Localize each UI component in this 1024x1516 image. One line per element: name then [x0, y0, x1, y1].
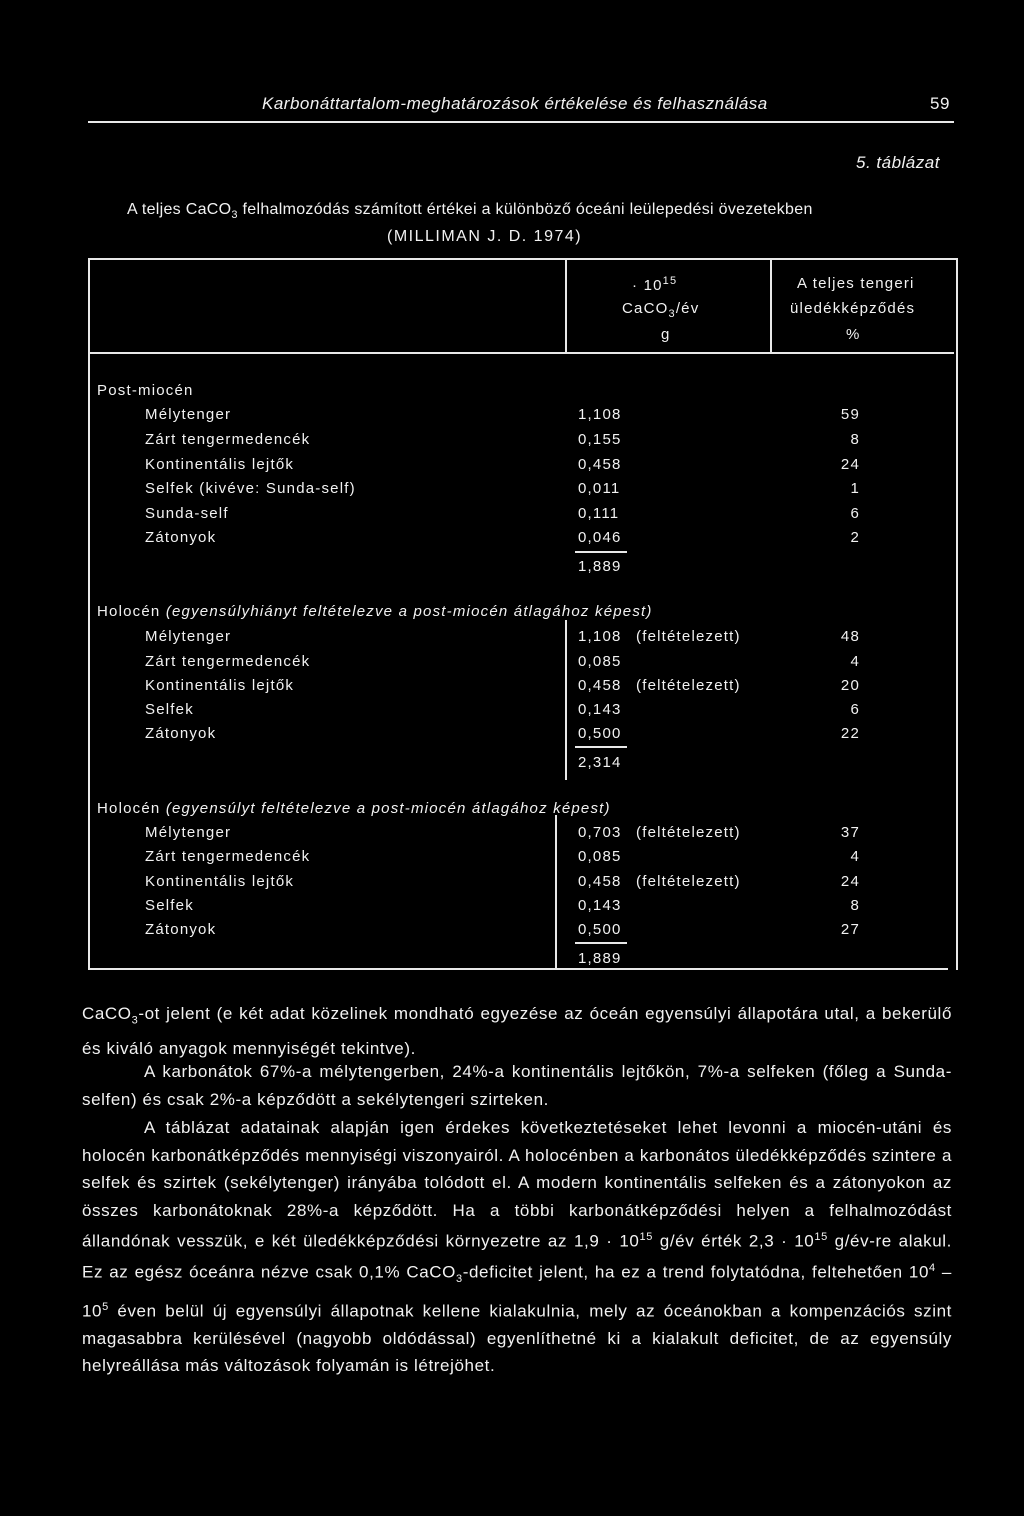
row-name: Mélytenger [145, 628, 232, 645]
row-percent: 8 [850, 897, 860, 914]
row-value: 0,143 [578, 701, 622, 718]
p3-c: g/év-re alakul. Ez az egész óceánra nézve csak 0,1% CaCO [82, 1231, 952, 1282]
table-header-rule [88, 352, 954, 354]
col-divider-2 [770, 258, 772, 352]
row-name: Kontinentális lejtők [145, 873, 295, 890]
row-percent: 4 [850, 653, 860, 670]
row-value: 0,085 [578, 848, 622, 865]
col-divider-1 [565, 258, 567, 352]
row-name: Zárt tengermedencék [145, 848, 311, 865]
row-qualifier: (feltételezett) [636, 873, 741, 890]
row-name: Zátonyok [145, 921, 217, 938]
section-title: Post-miocén [97, 382, 194, 399]
table-left-border [88, 258, 90, 970]
header-rule [88, 121, 954, 123]
row-name: Kontinentális lejtők [145, 677, 295, 694]
p3-a: A táblázat adatainak alapján igen érdekes következtetéseket lehet levonni a miocén-utáni és holocén karbonátképződés mennyiségi viszonyairól. A holocénben a karbonátos üledékképződés szintere a selfek és szirtek (sekélytenger) irányába tolódott el. A modern kontinentális selfeken és a zátonyokon az összes karbonátoknak 28%-a képződött. Ha a többi karbonátképződési helyen a felhalmozódást állandónak vesszük, e két üledékképződési környezetre az 1,9 · 10 [82, 1118, 952, 1251]
p3-d: -deficitet jelent, ha ez a trend folytatódna, feltehetően 10 [462, 1262, 930, 1282]
row-name: Zárt tengermedencék [145, 431, 311, 448]
col-header-unit-exp: 15 [662, 275, 678, 287]
row-value: 0,155 [578, 431, 622, 448]
row-name: Selfek (kivéve: Sunda-self) [145, 480, 356, 497]
p1-sub: 3 [131, 1014, 139, 1027]
row-value: 1,108 [578, 628, 622, 645]
table-right-border [956, 258, 958, 970]
row-name: Zátonyok [145, 725, 217, 742]
section-heading [97, 603, 653, 620]
row-value: 0,458 [578, 456, 622, 473]
col-header-caco3-sub: 3 [668, 308, 676, 320]
row-name: Selfek [145, 897, 194, 914]
row-value: 0,458 [578, 873, 622, 890]
row-value: 0,703 [578, 824, 622, 841]
row-value: 0,458 [578, 677, 622, 694]
col-header-unit-base: · 10 [632, 277, 663, 294]
row-value: 0,011 [578, 480, 621, 497]
col-header-caco3 [622, 300, 699, 320]
table-label: 5. táblázat [856, 153, 940, 172]
p1-post: -ot jelent (e két adat közelinek mondható egyezése az óceán egyensúlyi állapotára utal, a bekerülő és kiváló anyagok mennyiségét tekintve). [82, 1004, 952, 1058]
section-note: (egyensúlyhiányt feltételezve a post-miocén átlagához képest) [165, 603, 653, 620]
table-title-pre: A teljes CaCO [127, 201, 232, 218]
row-value: 0,143 [578, 897, 622, 914]
col-header-percent-line3: % [846, 326, 861, 343]
row-qualifier: (feltételezett) [636, 677, 741, 694]
section-title: Holocén [97, 603, 161, 620]
sum-rule [575, 551, 627, 553]
col-divider-1-bottom [555, 815, 557, 970]
row-value: 0,046 [578, 529, 622, 546]
page-number: 59 [930, 94, 950, 113]
section-heading [97, 800, 611, 817]
table-top-rule [88, 258, 958, 260]
paragraph-3 [82, 1114, 952, 1380]
row-percent: 59 [840, 406, 860, 423]
section-total: 1,889 [578, 558, 622, 575]
row-percent: 48 [840, 628, 860, 645]
row-percent: 24 [840, 873, 860, 890]
table-title-post: felhalmozódás számított értékei a különböző óceáni leülepedési övezetekben [237, 201, 813, 218]
row-name: Mélytenger [145, 824, 232, 841]
running-title: Karbonáttartalom-meghatározások értékelése és felhasználása [262, 94, 768, 113]
p3-exp3: 4 [929, 1262, 936, 1275]
p3-e: –10 [82, 1262, 952, 1321]
row-qualifier: (feltételezett) [636, 628, 741, 645]
row-percent: 20 [840, 677, 860, 694]
row-percent: 24 [840, 456, 860, 473]
row-percent: 1 [850, 480, 860, 497]
row-name: Mélytenger [145, 406, 232, 423]
row-value: 1,108 [578, 406, 622, 423]
row-percent: 27 [840, 921, 860, 938]
section-total: 2,314 [578, 754, 622, 771]
row-percent: 6 [850, 505, 860, 522]
row-qualifier: (feltételezett) [636, 824, 741, 841]
paragraph-1 [82, 1000, 952, 1062]
section-title: Holocén [97, 800, 161, 817]
row-percent: 2 [850, 529, 860, 546]
col-header-g: g [661, 326, 671, 343]
row-value: 0,085 [578, 653, 622, 670]
table-bottom-rule [88, 968, 948, 970]
row-name: Zátonyok [145, 529, 217, 546]
col-header-unit [632, 275, 677, 294]
row-percent: 4 [850, 848, 860, 865]
section-total: 1,889 [578, 950, 622, 967]
row-value: 0,111 [578, 505, 620, 522]
row-name: Zárt tengermedencék [145, 653, 311, 670]
row-name: Selfek [145, 701, 194, 718]
row-percent: 22 [840, 725, 860, 742]
col-divider-1-lower [565, 620, 567, 780]
p3-exp4: 5 [102, 1300, 109, 1313]
p1-pre: CaCO [82, 1004, 132, 1023]
sum-rule [575, 942, 627, 944]
paragraph-2: A karbonátok 67%-a mélytengerben, 24%-a kontinentális lejtőkön, 7%-a selfeken (főleg a Sunda-selfen) és csak 2%-a képződött a sekélytengeri szirteken. [82, 1062, 952, 1109]
row-name: Kontinentális lejtők [145, 456, 295, 473]
col-header-caco3-post: /év [675, 300, 700, 317]
p3-exp2: 15 [814, 1231, 828, 1243]
row-percent: 6 [850, 701, 860, 718]
table-title [127, 201, 813, 221]
table-source: (MILLIMAN J. D. 1974) [387, 228, 583, 245]
sum-rule [575, 746, 627, 748]
p3-exp1: 15 [639, 1231, 653, 1243]
p3-f: éven belül új egyensúlyi állapotnak kellene kialakulnia, mely az óceánokban a kompenzációs szint magasabbra kerülésével (nagyobb oldódással) egyenlíthetné ki a kialakult deficitet, de az egyensúly helyreállása más változások folyamán is létrejöhet. [82, 1301, 952, 1376]
col-header-percent-line2: üledékképződés [790, 300, 916, 317]
row-percent: 37 [840, 824, 860, 841]
section-note: (egyensúlyt feltételezve a post-miocén átlagához képest) [165, 800, 611, 817]
row-value: 0,500 [578, 921, 622, 938]
p3-sub: 3 [456, 1273, 463, 1286]
col-header-caco3-pre: CaCO [622, 300, 669, 317]
col-header-percent-line1: A teljes tengeri [797, 275, 915, 292]
p3-b: g/év érték 2,3 · 10 [652, 1231, 815, 1251]
row-value: 0,500 [578, 725, 622, 742]
row-percent: 8 [850, 431, 860, 448]
table-title-sub: 3 [231, 209, 238, 222]
row-name: Sunda-self [145, 505, 229, 522]
